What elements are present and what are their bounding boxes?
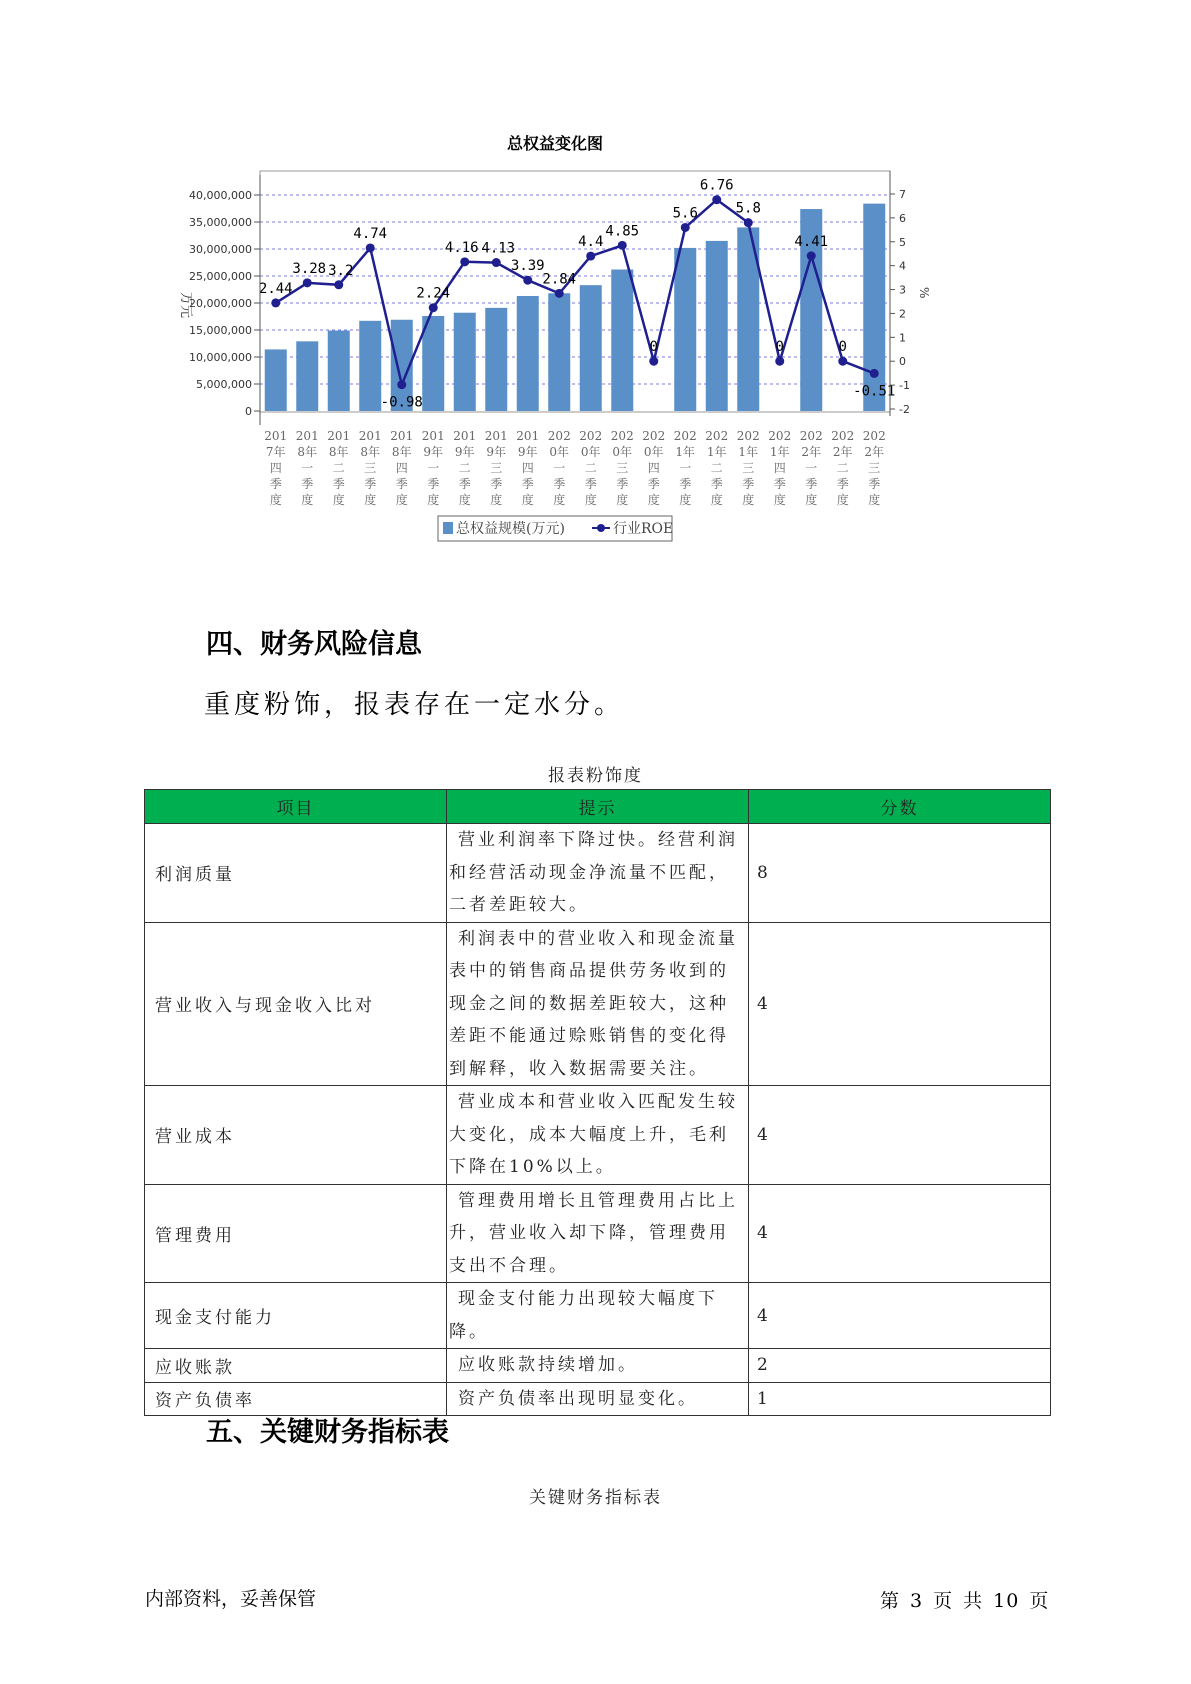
x-category-label: 202 (610, 429, 634, 443)
roe-data-label: 3.39 (510, 258, 545, 275)
x-category-label: 二 (710, 461, 723, 475)
roe-data-label: 5.8 (735, 200, 761, 217)
equity-bar (706, 241, 728, 411)
key-table-caption: 关键财务指标表 (529, 1488, 662, 1508)
x-category-label: 9年 (486, 445, 507, 459)
equity-bar (328, 331, 350, 411)
x-category-label: 1年 (769, 445, 790, 459)
x-category-label: 度 (427, 493, 440, 507)
x-category-label: 四 (521, 461, 534, 475)
x-category-label: 8年 (391, 445, 412, 459)
x-category-label: 202 (862, 429, 886, 443)
roe-data-label: 4.13 (481, 240, 516, 257)
y2-tick-label: 2 (899, 307, 906, 321)
x-category-label: 度 (332, 493, 345, 507)
x-category-label: 三 (868, 461, 881, 475)
roe-data-label: 6.76 (699, 177, 734, 194)
y2-tick-label: 6 (899, 211, 906, 225)
x-category-label: 9年 (454, 445, 475, 459)
roe-data-label: 0 (838, 339, 847, 356)
chart-legend (438, 516, 673, 541)
risk-summary-text: 重度粉饰，报表存在一定水分。 (204, 690, 625, 720)
plot-area-frame (260, 171, 890, 412)
table-row (145, 1283, 1051, 1349)
x-category-label: 201 (295, 429, 319, 443)
equity-bar (265, 349, 287, 411)
roe-data-label: 4.4 (578, 234, 604, 251)
roe-point (838, 357, 847, 366)
x-category-label: 季 (710, 477, 723, 491)
row-score: 2 (749, 1349, 1051, 1383)
x-category-label: 201 (390, 429, 414, 443)
x-axis-category-labels (264, 429, 885, 507)
row-hint (447, 824, 749, 923)
x-category-label: 度 (836, 493, 849, 507)
roe-data-label: 4.16 (444, 239, 479, 256)
roe-data-label: 4.74 (353, 225, 388, 242)
table-row (145, 824, 1051, 923)
roe-data-label: -0.98 (380, 394, 423, 411)
y-tick-label: 25,000,000 (189, 270, 252, 283)
equity-bar (548, 293, 570, 411)
row-hint (447, 1382, 749, 1416)
roe-data-label: 2.84 (542, 271, 577, 288)
x-category-label: 度 (521, 493, 534, 507)
row-item: 营业收入与现金收入比对 (145, 922, 447, 1086)
x-category-label: 202 (579, 429, 603, 443)
x-category-label: 三 (364, 461, 377, 475)
x-category-label: 度 (647, 493, 660, 507)
row-hint-text: 管理费用增长且管理费用占比上升，营业收入却下降，管理费用支出不合理。 (449, 1190, 738, 1276)
x-category-label: 度 (616, 493, 629, 507)
risk-section-heading: 四、财务风险信息 (206, 629, 422, 660)
x-category-label: 0年 (580, 445, 601, 459)
row-score: 8 (749, 824, 1051, 923)
x-category-label: 四 (395, 461, 408, 475)
row-hint-text: 利润表中的营业收入和现金流量表中的销售商品提供劳务收到的现金之间的数据差距较大，这种差距不能通过赊账销售的变化得到解释，收入数据需要关注。 (449, 928, 738, 1079)
x-category-label: 202 (736, 429, 760, 443)
x-category-label: 一 (805, 461, 818, 475)
x-category-label: 度 (364, 493, 377, 507)
risk-table-caption: 报表粉饰度 (548, 766, 643, 786)
x-category-label: 2年 (832, 445, 853, 459)
x-category-label: 季 (553, 477, 566, 491)
x-category-label: 9年 (423, 445, 444, 459)
x-category-label: 202 (799, 429, 823, 443)
x-category-label: 三 (490, 461, 503, 475)
x-category-label: 季 (364, 477, 377, 491)
x-category-label: 度 (395, 493, 408, 507)
x-category-label: 季 (458, 477, 471, 491)
roe-point (492, 258, 501, 267)
roe-data-label: 0 (775, 339, 784, 356)
row-item: 营业成本 (145, 1086, 447, 1185)
roe-point (429, 303, 438, 312)
x-category-label: 季 (301, 477, 314, 491)
equity-bar (454, 313, 476, 411)
header-item: 项目 (145, 790, 447, 824)
total-prefix: 共 (963, 1590, 984, 1612)
roe-data-label: 3.28 (292, 260, 327, 277)
row-item: 管理费用 (145, 1184, 447, 1283)
roe-data-label: 2.44 (258, 280, 293, 297)
row-item: 资产负债率 (145, 1382, 447, 1416)
x-category-label: 度 (679, 493, 692, 507)
x-category-label: 季 (742, 477, 755, 491)
y2-tick-label: 5 (899, 235, 906, 249)
roe-point (649, 357, 658, 366)
row-hint-text: 现金支付能力出现较大幅度下降。 (449, 1289, 718, 1342)
row-hint (447, 922, 749, 1086)
page-unit: 页 (933, 1590, 954, 1612)
row-score: 4 (749, 922, 1051, 1086)
row-hint-text: 营业成本和营业收入匹配发生较大变化，成本大幅度上升，毛利下降在10%以上。 (449, 1092, 738, 1177)
x-category-label: 1年 (706, 445, 727, 459)
table-row (145, 1086, 1051, 1185)
x-category-label: 度 (458, 493, 471, 507)
x-category-label: 度 (868, 493, 881, 507)
x-category-label: 季 (773, 477, 786, 491)
x-category-label: 三 (742, 461, 755, 475)
x-category-label: 201 (264, 429, 288, 443)
roe-point (523, 276, 532, 285)
x-category-label: 季 (679, 477, 692, 491)
footer-confidential-note: 内部资料，妥善保管 (145, 1588, 317, 1610)
y2-tick-label: -2 (899, 403, 910, 416)
x-category-label: 202 (705, 429, 729, 443)
x-category-label: 二 (458, 461, 471, 475)
row-hint-text: 应收账款持续增加。 (458, 1355, 638, 1375)
header-score: 分数 (749, 790, 1051, 824)
y-tick-label: 30,000,000 (189, 243, 252, 256)
x-category-label: 8年 (328, 445, 349, 459)
gridlines (260, 195, 890, 384)
equity-bar (422, 316, 444, 411)
roe-data-label: 5.6 (672, 205, 698, 222)
risk-table-header-row (145, 790, 1051, 824)
risk-table (144, 789, 1051, 1416)
roe-data-label: 3.2 (328, 262, 354, 279)
roe-point (555, 289, 564, 298)
row-score: 4 (749, 1184, 1051, 1283)
x-category-label: 季 (584, 477, 597, 491)
roe-data-label: 4.85 (605, 223, 640, 240)
x-category-label: 季 (269, 477, 282, 491)
roe-data-label: 2.24 (416, 285, 451, 302)
roe-point (681, 223, 690, 232)
y-tick-label: 10,000,000 (189, 351, 252, 364)
page-number: 3 (910, 1590, 924, 1612)
x-category-label: 201 (358, 429, 382, 443)
x-category-label: 度 (773, 493, 786, 507)
roe-point (366, 243, 375, 252)
x-category-label: 度 (301, 493, 314, 507)
legend-bar-label: 总权益规模(万元) (456, 521, 565, 537)
y-tick-label: 5,000,000 (196, 378, 252, 391)
equity-bar (863, 204, 885, 411)
roe-point (807, 251, 816, 260)
roe-point (397, 380, 406, 389)
equity-roe-chart (160, 130, 980, 560)
row-item: 利润质量 (145, 824, 447, 923)
x-category-label: 201 (421, 429, 445, 443)
x-category-label: 度 (742, 493, 755, 507)
header-hint: 提示 (447, 790, 749, 824)
x-category-label: 一 (679, 461, 692, 475)
chart-title: 总权益变化图 (506, 134, 604, 153)
row-hint (447, 1349, 749, 1383)
x-category-label: 度 (805, 493, 818, 507)
row-item: 现金支付能力 (145, 1283, 447, 1349)
x-category-label: 201 (484, 429, 508, 443)
equity-bar (485, 308, 507, 411)
x-category-label: 季 (521, 477, 534, 491)
x-category-label: 202 (768, 429, 792, 443)
x-category-label: 1年 (738, 445, 759, 459)
x-category-label: 9年 (517, 445, 538, 459)
y-axis-title: 万元 (178, 292, 193, 319)
x-category-label: 季 (490, 477, 503, 491)
equity-bar (674, 248, 696, 411)
x-category-label: 季 (836, 477, 849, 491)
table-row (145, 1184, 1051, 1283)
x-category-label: 201 (327, 429, 351, 443)
x-category-label: 8年 (297, 445, 318, 459)
y-tick-label: 40,000,000 (189, 189, 252, 202)
x-category-label: 二 (836, 461, 849, 475)
x-category-label: 季 (332, 477, 345, 491)
x-category-label: 2年 (864, 445, 885, 459)
x-category-label: 201 (516, 429, 540, 443)
y2-axis-title: % (917, 287, 931, 299)
roe-point (712, 195, 721, 204)
total-pages: 10 (993, 1590, 1020, 1612)
x-category-label: 一 (427, 461, 440, 475)
x-category-label: 季 (805, 477, 818, 491)
y2-tick-label: 1 (899, 331, 906, 345)
roe-data-label: 4.41 (794, 233, 829, 250)
x-category-label: 2年 (801, 445, 822, 459)
row-hint-text: 营业利润率下降过快。经营利润和经营活动现金净流量不匹配，二者差距较大。 (449, 830, 738, 915)
x-category-label: 四 (269, 461, 282, 475)
x-category-label: 202 (547, 429, 571, 443)
roe-point (775, 357, 784, 366)
y-tick-label: 15,000,000 (189, 324, 252, 337)
equity-bar (359, 321, 381, 411)
y-tick-label: 0 (245, 405, 252, 418)
x-category-label: 三 (616, 461, 629, 475)
x-category-label: 0年 (549, 445, 570, 459)
x-category-label: 1年 (675, 445, 696, 459)
x-category-label: 一 (553, 461, 566, 475)
x-category-label: 7年 (265, 445, 286, 459)
x-category-label: 四 (773, 461, 786, 475)
page-prefix: 第 (880, 1590, 901, 1612)
equity-bar (517, 296, 539, 411)
x-category-label: 202 (642, 429, 666, 443)
roe-point (334, 280, 343, 289)
x-category-label: 度 (553, 493, 566, 507)
row-hint (447, 1283, 749, 1349)
row-item: 应收账款 (145, 1349, 447, 1383)
roe-point (744, 218, 753, 227)
row-score: 1 (749, 1382, 1051, 1416)
y2-tick-label: 3 (899, 283, 906, 297)
total-unit: 页 (1029, 1590, 1050, 1612)
y2-tick-label: 0 (899, 355, 906, 369)
y2-tick-label: 7 (899, 188, 906, 201)
row-score: 4 (749, 1086, 1051, 1185)
x-category-label: 季 (868, 477, 881, 491)
equity-bar (296, 341, 318, 411)
roe-point (618, 241, 627, 250)
x-category-label: 0年 (612, 445, 633, 459)
x-category-label: 季 (427, 477, 440, 491)
x-category-label: 二 (332, 461, 345, 475)
roe-point (586, 252, 595, 261)
x-category-label: 度 (710, 493, 723, 507)
x-category-label: 二 (584, 461, 597, 475)
table-row (145, 1349, 1051, 1383)
x-category-label: 度 (584, 493, 597, 507)
roe-data-label: -0.51 (853, 383, 896, 400)
y-tick-label: 35,000,000 (189, 216, 252, 229)
x-category-label: 一 (301, 461, 314, 475)
row-score: 4 (749, 1283, 1051, 1349)
x-category-label: 202 (673, 429, 697, 443)
x-category-label: 度 (490, 493, 503, 507)
x-category-label: 8年 (360, 445, 381, 459)
x-category-label: 季 (616, 477, 629, 491)
key-indicators-heading: 五、关键财务指标表 (206, 1417, 449, 1448)
roe-data-label: 0 (649, 339, 658, 356)
legend-line-label: 行业ROE (613, 521, 674, 537)
legend-line-marker (597, 524, 605, 532)
y2-tick-label: -1 (899, 379, 910, 393)
footer-page-counter (880, 1586, 1059, 1613)
roe-point (303, 278, 312, 287)
x-category-label: 202 (831, 429, 855, 443)
y2-tick-label: 4 (899, 259, 906, 273)
x-category-label: 季 (647, 477, 660, 491)
roe-point (460, 257, 469, 266)
x-category-label: 201 (453, 429, 477, 443)
x-category-label: 季 (395, 477, 408, 491)
legend-bar-swatch (443, 522, 453, 534)
table-row (145, 922, 1051, 1086)
x-category-label: 四 (647, 461, 660, 475)
roe-point (870, 369, 879, 378)
x-category-label: 度 (269, 493, 282, 507)
row-hint (447, 1184, 749, 1283)
row-hint (447, 1086, 749, 1185)
equity-bar (611, 270, 633, 411)
row-hint-text: 资产负债率出现明显变化。 (458, 1388, 698, 1409)
x-category-label: 0年 (643, 445, 664, 459)
equity-bar (580, 285, 602, 411)
y-tick-label: 20,000,000 (189, 297, 252, 310)
roe-point (271, 298, 280, 307)
